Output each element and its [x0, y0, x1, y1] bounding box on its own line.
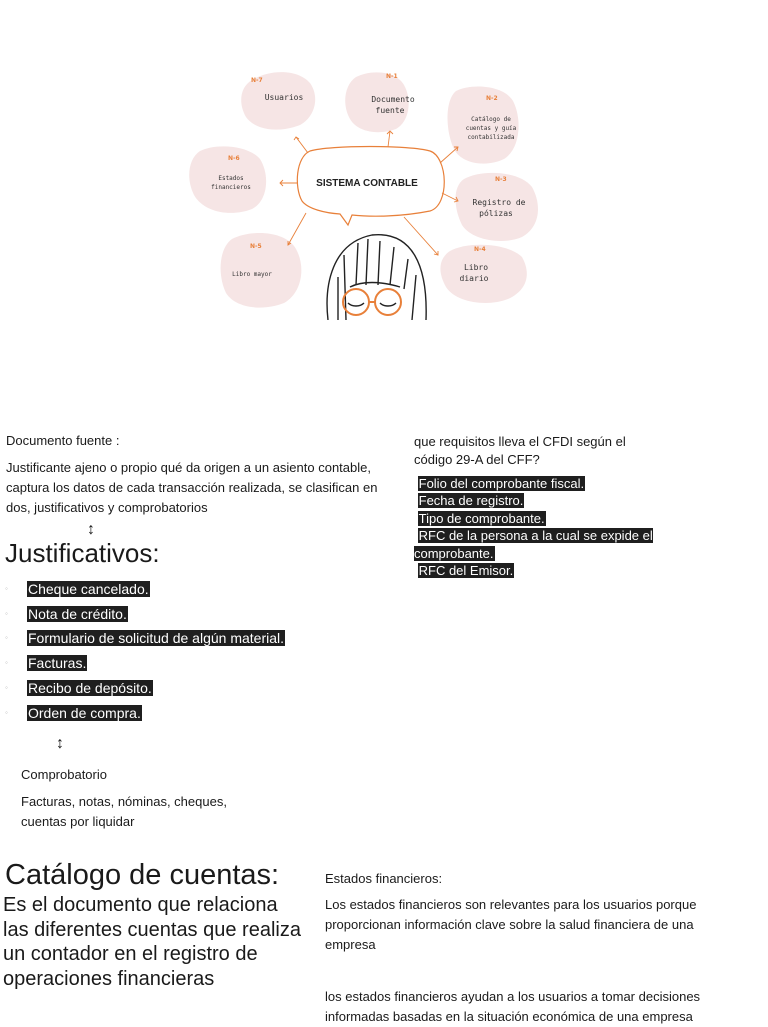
estados-title: Estados financieros:	[325, 871, 443, 886]
list-item: Tipo de comprobante.	[418, 510, 545, 526]
node-catalogo-label-2: cuentas y guía	[465, 125, 517, 132]
bullet-icon: ◦	[5, 707, 8, 717]
list-item: ◦ Formulario de solicitud de algún material.	[5, 626, 325, 651]
node-libro-diario-num: N-4	[474, 246, 486, 253]
node-estados-num: N-6	[228, 155, 240, 162]
node-usuarios-label: Usuarios	[264, 93, 304, 102]
node-registro-label-1: Registro de	[472, 198, 526, 207]
node-catalogo-label-1: Catálogo de	[471, 116, 511, 123]
node-libro-mayor-num: N-5	[250, 243, 262, 250]
estados-p2: los estados financieros ayudan a los usuarios a tomar decisiones informadas basadas en la situación económica de una empresa	[325, 989, 701, 1024]
node-libro-diario-label-1: Libro	[463, 263, 489, 272]
catalogo-heading: Catálogo de cuentas:	[5, 859, 280, 891]
documento-fuente-body: Justificante ajeno o propio qué da origen a un asiento contable, captura los datos de cada transacción realizada, se clasifican en dos, justificativos y comprobatorios	[6, 460, 378, 515]
bullet-icon: ◦	[5, 658, 8, 668]
estados-p1: Los estados financieros son relevantes para los usuarios porque proporcionan información clave sobre la salud financiera de una empresa	[325, 897, 697, 952]
comprobatorio-body: Facturas, notas, nóminas, cheques, cuentas por liquidar	[21, 794, 227, 829]
node-libro-mayor-label: Libro mayor	[232, 271, 272, 278]
list-item: ◦ Recibo de depósito.	[5, 676, 325, 701]
bullet-icon: ◦	[5, 682, 8, 692]
updown-arrow-icon: ↕	[87, 521, 95, 538]
node-libro-diario-label-2: diario	[459, 274, 489, 283]
node-estados-label-2: financieros	[211, 184, 251, 191]
list-item: ◦ Orden de compra.	[5, 701, 325, 726]
documento-fuente-title: Documento fuente :	[6, 433, 120, 448]
list-item: ◦ Cheque cancelado.	[5, 577, 325, 602]
node-documento-label-2: fuente	[375, 106, 405, 115]
justificativos-list	[5, 577, 325, 725]
bullet-icon: ◦	[5, 633, 8, 643]
cfdi-question: que requisitos lleva el CFDI según el código 29-A del CFF?	[414, 434, 626, 467]
node-registro-num: N-3	[495, 176, 507, 183]
bullet-icon: ◦	[5, 584, 8, 593]
list-item: RFC del Emisor.	[418, 563, 514, 579]
node-catalogo-label-3: contabilizada	[467, 134, 515, 141]
girl-illustration	[327, 235, 426, 320]
justificativos-heading: Justificativos:	[5, 538, 160, 568]
node-catalogo-num: N-2	[486, 95, 498, 102]
cfdi-list	[414, 475, 659, 579]
sistema-contable-diagram	[160, 55, 556, 320]
list-item: Fecha de registro.	[418, 493, 524, 509]
comprobatorio-title: Comprobatorio	[21, 767, 107, 782]
catalogo-body: Es el documento que relaciona las diferentes cuentas que realiza un contador en el registro de operaciones financieras	[3, 894, 301, 990]
list-item: RFC de la persona a la cual se expide el comprobante.	[414, 528, 653, 561]
list-item: ◦ Facturas.	[5, 651, 325, 676]
list-item: ◦ Nota de crédito.	[5, 602, 325, 627]
node-documento-label-1: Documento	[371, 95, 415, 104]
node-documento-num: N-1	[386, 73, 398, 80]
center-label: SISTEMA CONTABLE	[316, 178, 418, 189]
updown-arrow-icon: ↕	[56, 735, 64, 752]
node-estados-label-1: Estados	[218, 175, 244, 182]
list-item: Folio del comprobante fiscal.	[418, 476, 585, 491]
bullet-icon: ◦	[5, 608, 8, 618]
node-usuarios-num: N-7	[251, 77, 263, 84]
node-registro-label-2: pólizas	[479, 209, 513, 218]
